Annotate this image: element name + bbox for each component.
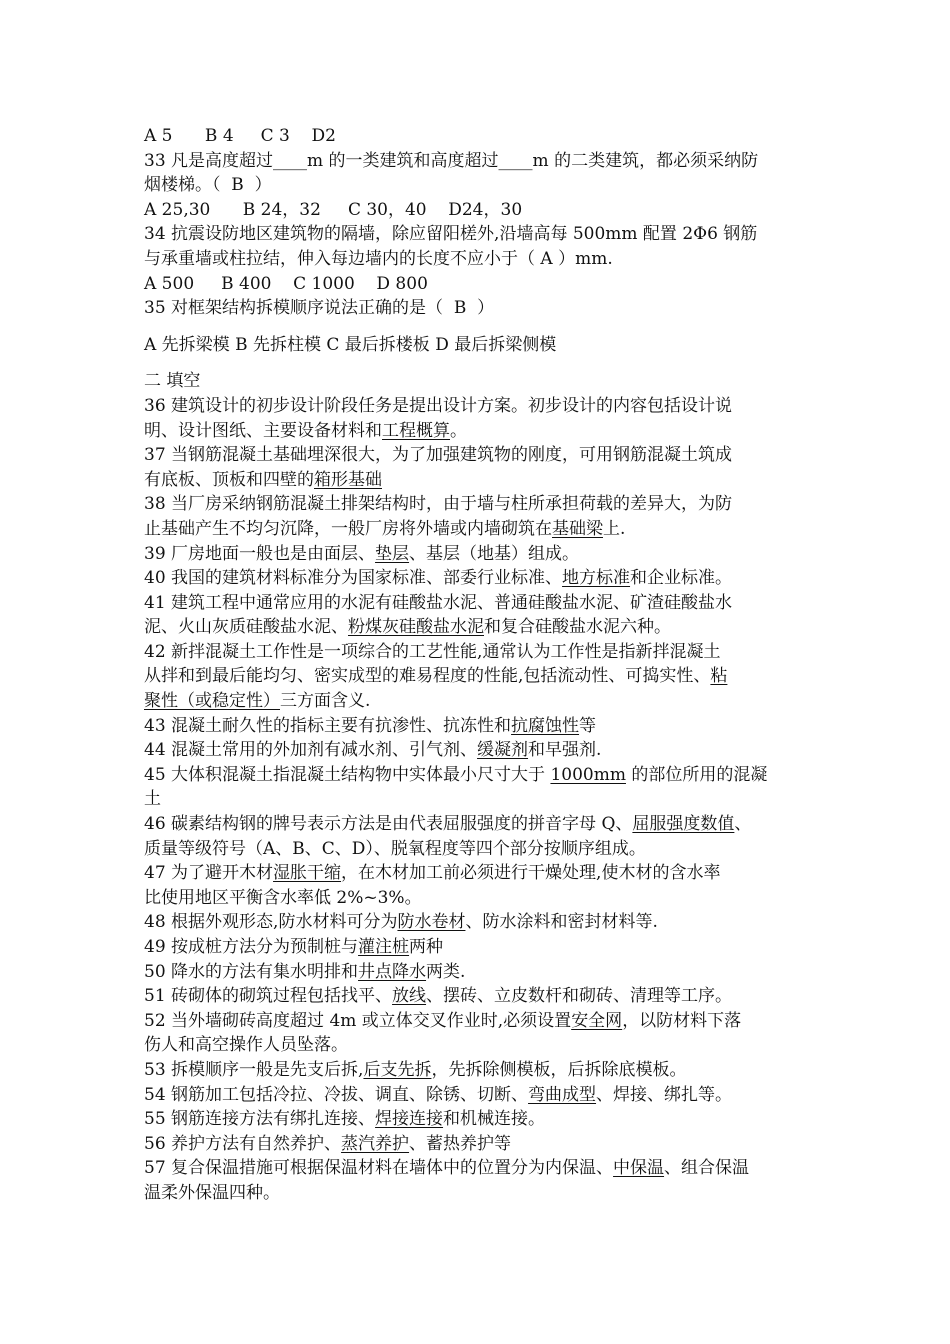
text-line: [144, 960, 809, 985]
text-line: [144, 812, 809, 837]
text-segment: 、防水涂料和密封材料等.: [465, 912, 658, 933]
text-line: [144, 517, 809, 542]
text-segment: 止基础产生不均匀沉降，一般厂房将外墙或内墙砌筑在: [144, 518, 552, 539]
answer-underlined: 中保温: [613, 1158, 665, 1179]
answer-underlined: 1000mm: [550, 764, 626, 785]
text-segment: 51 砖砌体的砌筑过程包括找平、: [144, 986, 393, 1007]
text-segment: 36 建筑设计的初步设计阶段任务是提出设计方案。初步设计的内容包括设计说: [144, 395, 733, 416]
text-segment: 52 当外墙砌砖高度超过 4m 或立体交叉作业时,必须设置: [144, 1010, 572, 1031]
text-line: [144, 296, 809, 321]
text-segment: 三方面含义.: [280, 691, 371, 712]
text-segment: 56 养护方法有自然养护、: [144, 1133, 342, 1154]
paragraph-gap: [144, 321, 809, 333]
text-segment: ，在木材加工前必须进行干燥处理,使木材的含水率: [341, 863, 721, 884]
text-segment: 、: [734, 814, 752, 835]
text-segment: A 500 B 400 C 1000 D 800: [144, 273, 428, 294]
text-line: [144, 173, 809, 198]
text-segment: 47 为了避开木材: [144, 863, 274, 884]
answer-underlined: 工程概算: [382, 420, 450, 441]
text-segment: A 25,30 B 24，32 C 30，40 D24，30: [144, 199, 523, 220]
text-line: [144, 333, 809, 358]
text-segment: 二 填空: [144, 371, 201, 392]
text-line: [144, 272, 809, 297]
answer-underlined: 放线: [392, 986, 427, 1007]
text-line: [144, 591, 809, 616]
answer-underlined: 后支先拆: [363, 1059, 432, 1080]
text-segment: 42 新拌混凝土工作性是一项综合的工艺性能,通常认为工作性是指新拌混凝土: [144, 641, 721, 662]
text-segment: 有底板、顶板和四壁的: [144, 469, 314, 490]
text-segment: 、蓄热养护等: [409, 1133, 512, 1154]
text-line: [144, 861, 809, 886]
text-segment: 38 当厂房采纳钢筋混凝土排架结构时，由于墙与柱所承担荷载的差异大，为防: [144, 494, 733, 515]
text-line: [144, 419, 809, 444]
answer-underlined: 井点降水: [358, 961, 427, 982]
text-segment: 两类.: [426, 961, 466, 982]
text-line: [144, 1058, 809, 1083]
text-line: [144, 124, 809, 149]
text-line: [144, 714, 809, 739]
text-segment: 泥、火山灰质硅酸盐水泥、: [144, 617, 348, 638]
text-segment: ，先拆除侧模板，后拆除底模板。: [431, 1059, 687, 1080]
text-segment: 和机械连接。: [443, 1109, 546, 1130]
answer-underlined: 灌注桩: [358, 937, 410, 957]
text-segment: 45 大体积混凝土指混凝土结构物中实体最小尺寸大于: [144, 764, 551, 785]
answer-underlined: 蒸汽养护: [341, 1133, 410, 1154]
text-segment: 和企业标准。: [630, 568, 733, 589]
text-segment: 和早强剂.: [528, 740, 602, 761]
text-line: [144, 566, 809, 591]
document-body: [144, 124, 809, 1206]
text-line: [144, 910, 809, 935]
text-segment: 伤人和高空操作人员坠落。: [144, 1035, 348, 1056]
text-line: [144, 615, 809, 640]
text-line: [144, 763, 809, 788]
text-segment: ，以防材料下落: [622, 1010, 742, 1031]
text-line: [144, 443, 809, 468]
text-segment: 57 复合保温措施可根据保温材料在墙体中的位置分为内保温、: [144, 1158, 614, 1179]
answer-underlined: 缓凝剂: [477, 740, 529, 761]
text-segment: 39 厂房地面一般也是由面层、: [144, 543, 376, 564]
text-segment: 温柔外保温四种。: [144, 1182, 280, 1203]
text-segment: 比使用地区平衡含水率低 2%~3%。: [144, 887, 422, 908]
text-line: [144, 542, 809, 567]
text-line: [144, 689, 809, 714]
text-segment: 49 按成桩方法分为预制桩与: [144, 937, 359, 957]
answer-underlined: 基础梁: [552, 518, 603, 539]
answer-underlined: 箱形基础: [314, 469, 382, 490]
text-line: [144, 787, 809, 812]
text-segment: 质量等级符号（A、B、C、D）、脱氧程度等四个部分按顺序组成。: [144, 838, 646, 859]
text-line: [144, 247, 809, 272]
text-line: [144, 1033, 809, 1058]
text-segment: 33 凡是高度超过____m 的一类建筑和高度超过____m 的二类建筑，都必须采纳防: [144, 150, 759, 171]
text-line: [144, 984, 809, 1009]
text-line: [144, 492, 809, 517]
answer-underlined: 焊接连接: [375, 1109, 444, 1130]
text-segment: 50 降水的方法有集水明排和: [144, 961, 359, 982]
text-segment: 40 我国的建筑材料标准分为国家标准、部委行业标准、: [144, 568, 563, 589]
text-line: [144, 664, 809, 689]
text-line: [144, 1132, 809, 1157]
text-segment: 。: [450, 420, 467, 441]
answer-underlined: 湿胀干缩: [273, 863, 342, 884]
text-segment: 等: [579, 715, 597, 736]
text-segment: 和复合硅酸盐水泥六种。: [484, 617, 671, 638]
text-segment: 烟楼梯。（ B ）: [144, 175, 272, 196]
text-segment: A 先拆梁模 B 先拆柱模 C 最后拆楼板 D 最后拆梁侧模: [144, 334, 557, 355]
text-segment: 、摆砖、立皮数杆和砌砖、清理等工序。: [426, 986, 733, 1007]
text-segment: 、组合保温: [664, 1158, 750, 1179]
text-line: [144, 394, 809, 419]
text-segment: 46 碳素结构钢的牌号表示方法是由代表屈服强度的拼音字母 Q、: [144, 814, 633, 835]
text-segment: 44 混凝土常用的外加剂有减水剂、引气剂、: [144, 740, 478, 761]
text-segment: 53 拆模顺序一般是先支后拆,: [144, 1059, 364, 1080]
text-segment: 、基层（地基）组成。: [409, 543, 580, 564]
text-segment: 48 根据外观形态,防水材料可分为: [144, 912, 398, 933]
text-segment: 与承重墙或柱拉结，伸入每边墙内的长度不应小于（ A ）mm.: [144, 248, 613, 269]
text-segment: 的部位所用的混凝: [625, 764, 768, 785]
text-line: [144, 1107, 809, 1132]
answer-underlined: 屈服强度数值: [632, 814, 735, 835]
answer-underlined: 弯曲成型: [528, 1084, 597, 1105]
answer-underlined: 防水卷材: [397, 912, 466, 933]
text-segment: 从拌和到最后能均匀、密实成型的难易程度的性能,包括流动性、可捣实性、: [144, 666, 711, 687]
answer-underlined: 抗腐蚀性: [511, 715, 580, 736]
text-line: [144, 1009, 809, 1034]
text-line: [144, 640, 809, 665]
text-line: [144, 935, 809, 960]
text-segment: 54 钢筋加工包括冷拉、冷拔、调直、除锈、切断、: [144, 1084, 529, 1105]
text-segment: 37 当钢筋混凝土基础埋深很大，为了加强建筑物的刚度，可用钢筋混凝土筑成: [144, 445, 733, 466]
text-segment: 34 抗震设防地区建筑物的隔墙，除应留阳槎外,沿墙高每 500mm 配置 2Φ6 钢筋: [144, 224, 758, 245]
answer-underlined: 安全网: [571, 1010, 623, 1031]
text-line: [144, 1156, 809, 1181]
text-line: [144, 149, 809, 174]
text-segment: 43 混凝土耐久性的指标主要有抗渗性、抗冻性和: [144, 715, 512, 736]
answer-underlined: 粘: [710, 666, 728, 687]
text-segment: 35 对框架结构拆模顺序说法正确的是（ B ）: [144, 298, 495, 319]
text-line: [144, 886, 809, 911]
answer-underlined: 聚性（或稳定性）: [144, 691, 280, 712]
text-segment: 土: [144, 789, 161, 810]
answer-underlined: 地方标准: [562, 568, 631, 589]
text-line: [144, 837, 809, 862]
text-segment: 41 建筑工程中通常应用的水泥有硅酸盐水泥、普通硅酸盐水泥、矿渣硅酸盐水: [144, 592, 733, 613]
text-segment: 、焊接、绑扎等。: [596, 1084, 733, 1105]
text-segment: 明、设计图纸、主要设备材料和: [144, 420, 382, 441]
text-segment: A 5 B 4 C 3 D2: [144, 126, 336, 146]
text-segment: 两种: [409, 937, 444, 957]
answer-underlined: 垫层: [375, 543, 410, 564]
text-line: [144, 222, 809, 247]
text-line: [144, 198, 809, 223]
text-line: [144, 1181, 809, 1206]
text-segment: 55 钢筋连接方法有绑扎连接、: [144, 1109, 376, 1130]
text-line: [144, 1083, 809, 1108]
answer-underlined: 粉煤灰硅酸盐水泥: [348, 617, 484, 638]
text-segment: 上.: [603, 518, 626, 539]
paragraph-gap: [144, 357, 809, 369]
text-line: [144, 738, 809, 763]
text-line: [144, 369, 809, 394]
text-line: [144, 468, 809, 493]
